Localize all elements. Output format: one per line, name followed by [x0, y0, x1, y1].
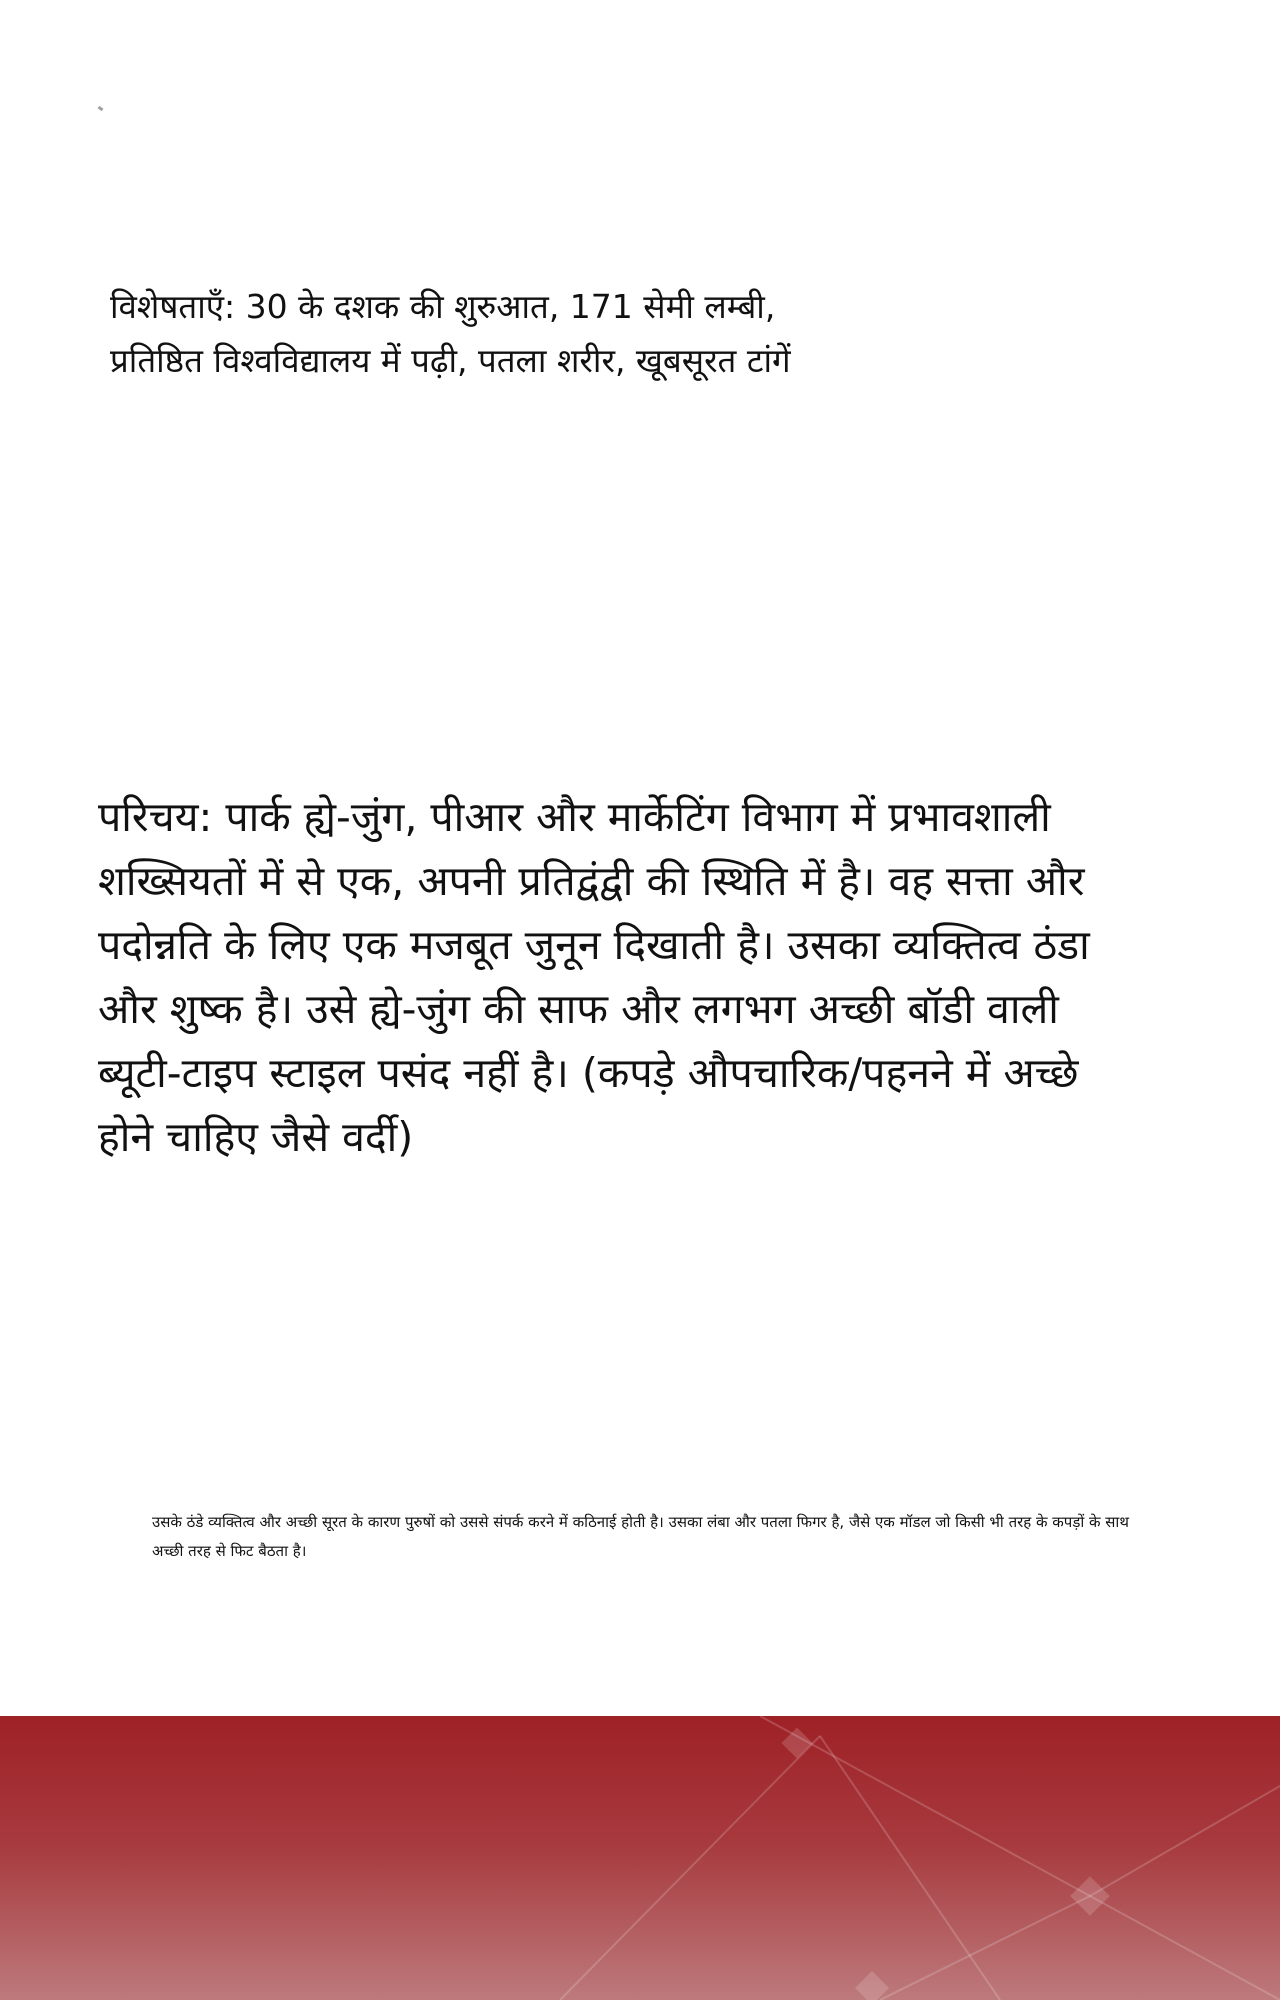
traits-text: विशेषताएँ: 30 के दशक की शुरुआत, 171 सेमी लम्बी, प्रतिष्ठित विश्वविद्यालय में पढ़ी, पतला शरीर, खूबसूरत टांगें — [110, 287, 791, 380]
footer-pattern — [0, 1716, 1280, 2000]
footer-band — [0, 1716, 1280, 2000]
corner-mark — [98, 106, 104, 111]
note-text: उसके ठंडे व्यक्तित्व और अच्छी सूरत के कारण पुरुषों को उससे संपर्क करने में कठिनाई होती है। उसका लंबा और पतला फिगर है, जैसे एक मॉडल जो किसी भी तरह के कपड़ों के साथ अच्छी तरह से फिट बैठता है। — [152, 1513, 1129, 1560]
intro-text: परिचय: पार्क ह्ये-जुंग, पीआर और मार्केटिंग विभाग में प्रभावशाली शख्सियतों में से एक, अपनी प्रतिद्वंद्वी की स्थिति में है। वह सत्ता और पदोन्नति के लिए एक मजबूत जुनून दिखाती है। उसका व्यक्तित्व ठंडा और शुष्क है। उसे ह्ये-जुंग की साफ और लगभग अच्छी बॉडी वाली ब्यूटी-टाइप स्टाइल पसंद नहीं है। (कपड़े औपचारिक/पहनने में अच्छे होने चाहिए जैसे वर्दी) — [98, 793, 1090, 1161]
